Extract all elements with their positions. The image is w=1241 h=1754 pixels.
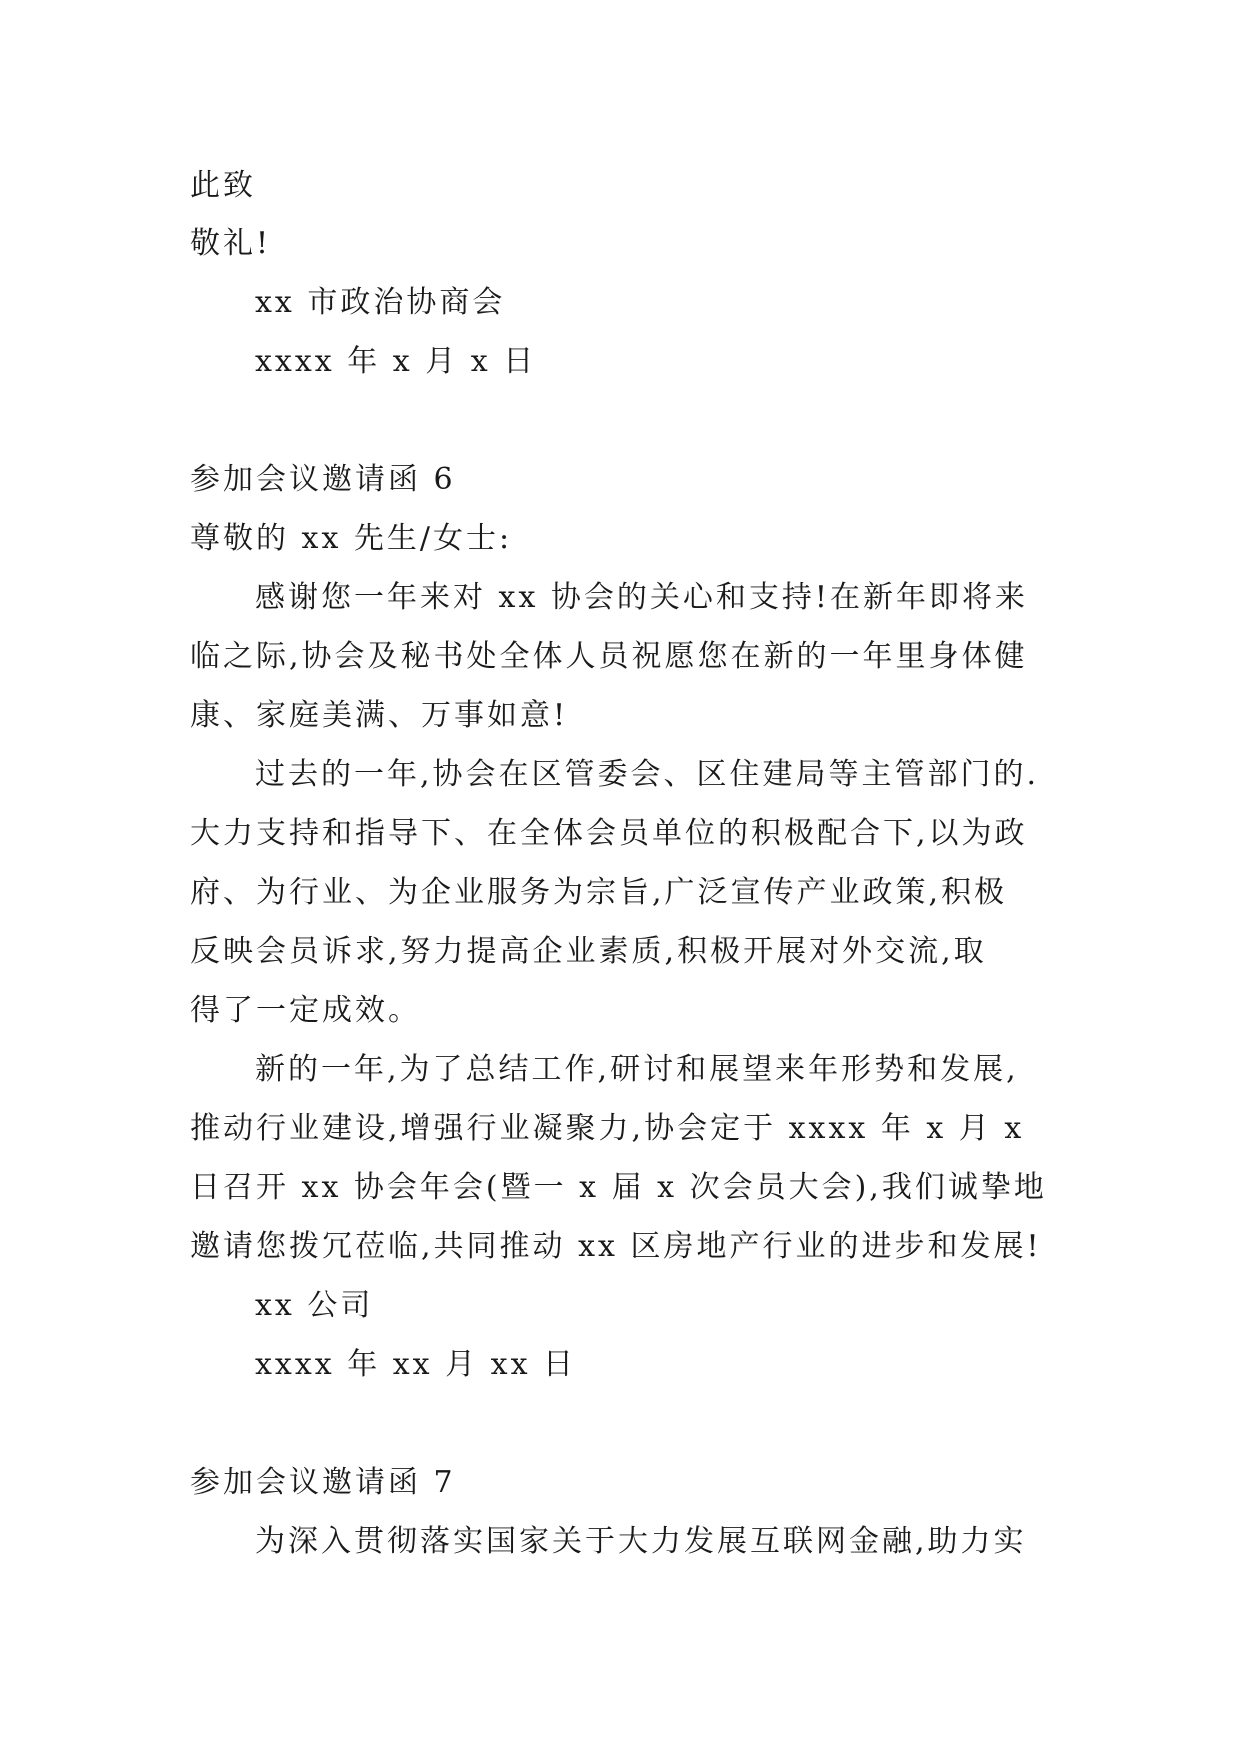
letter-6-body-line: 大力支持和指导下、在全体会员单位的积极配合下,以为政	[190, 816, 1028, 851]
letter-6-salutation: 尊敬的 xx 先生/女士:	[190, 521, 513, 556]
letter-7-title: 参加会议邀请函 7	[190, 1465, 456, 1500]
letter-6-date: xxxx 年 xx 月 xx 日	[255, 1347, 577, 1382]
sender-date: xxxx 年 x 月 x 日	[255, 344, 537, 379]
sender-organization: xx 市政治协商会	[255, 285, 506, 320]
letter-6-body-line: 反映会员诉求,努力提高企业素质,积极开展对外交流,取	[190, 934, 987, 969]
letter-6-body-line: 新的一年,为了总结工作,研讨和展望来年形势和发展,	[255, 1052, 1019, 1087]
closing-line-1: 此致	[190, 168, 256, 203]
letter-6-body-line: 邀请您拨冗莅临,共同推动 xx 区房地产行业的进步和发展!	[190, 1229, 1042, 1264]
letter-7-body-line: 为深入贯彻落实国家关于大力发展互联网金融,助力实	[255, 1524, 1027, 1559]
letter-6-body-line: 过去的一年,协会在区管委会、区住建局等主管部门的.	[255, 757, 1040, 792]
letter-6-signature: xx 公司	[255, 1288, 374, 1323]
letter-6-body-line: 康、家庭美满、万事如意!	[190, 698, 569, 733]
letter-6-body-line: 推动行业建设,增强行业凝聚力,协会定于 xxxx 年 x 月 x	[190, 1111, 1025, 1146]
letter-6-body-line: 日召开 xx 协会年会(暨一 x 届 x 次会员大会),我们诚挚地	[190, 1170, 1047, 1205]
letter-6-title: 参加会议邀请函 6	[190, 462, 456, 497]
letter-6-body-line: 得了一定成效。	[190, 993, 421, 1028]
letter-6-body-line: 府、为行业、为企业服务为宗旨,广泛宣传产业政策,积极	[190, 875, 1008, 910]
letter-6-body-line: 临之际,协会及秘书处全体人员祝愿您在新的一年里身体健	[190, 639, 1028, 674]
closing-line-2: 敬礼!	[190, 226, 272, 261]
letter-6-body-line: 感谢您一年来对 xx 协会的关心和支持!在新年即将来	[255, 580, 1028, 615]
